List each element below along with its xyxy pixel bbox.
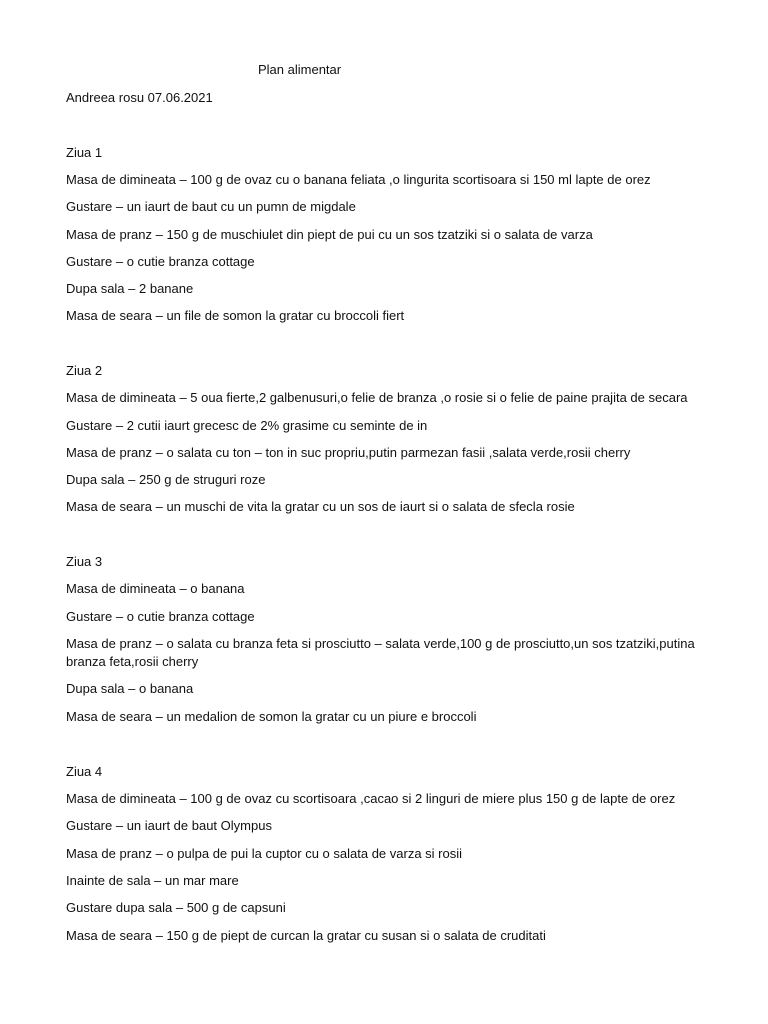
day-2-item: Masa de dimineata – 5 oua fierte,2 galbenusuri,o felie de branza ,o rosie si o felie de paine prajita de secara — [66, 390, 688, 405]
day-1-item: Dupa sala – 2 banane — [66, 281, 194, 296]
day-4-item: Masa de dimineata – 100 g de ovaz cu scortisoara ,cacao si 2 linguri de miere plus 150 g de lapte de orez — [66, 791, 676, 806]
day-4-item: Gustare – un iaurt de baut Olympus — [66, 818, 272, 833]
day-3-heading: Ziua 3 — [66, 554, 103, 569]
day-1-item: Masa de pranz – 150 g de muschiulet din piept de pui cu un sos tzatziki si o salata de varza — [66, 227, 593, 242]
day-3-item: Dupa sala – o banana — [66, 681, 194, 696]
day-2-item: Dupa sala – 250 g de struguri roze — [66, 472, 266, 487]
day-4-heading: Ziua 4 — [66, 764, 103, 779]
day-4-item: Masa de pranz – o pulpa de pui la cuptor cu o salata de varza si rosii — [66, 846, 463, 861]
day-4-item: Masa de seara – 150 g de piept de curcan la gratar cu susan si o salata de cruditati — [66, 928, 546, 943]
document-title: Plan alimentar — [258, 62, 342, 77]
day-2-item: Masa de seara – un muschi de vita la gratar cu un sos de iaurt si o salata de sfecla rosie — [66, 499, 575, 514]
day-3-item: Masa de seara – un medalion de somon la gratar cu un piure e broccoli — [66, 709, 477, 724]
day-2-item: Gustare – 2 cutii iaurt grecesc de 2% grasime cu seminte de in — [66, 418, 428, 433]
author-date-line: Andreea rosu 07.06.2021 — [66, 90, 213, 105]
day-2-heading: Ziua 2 — [66, 363, 103, 378]
day-1-heading: Ziua 1 — [66, 145, 103, 160]
day-1-item: Masa de dimineata – 100 g de ovaz cu o banana feliata ,o lingurita scortisoara si 150 ml lapte de orez — [66, 172, 651, 187]
day-3-item: Gustare – o cutie branza cottage — [66, 609, 255, 624]
day-1-item: Masa de seara – un file de somon la gratar cu broccoli fiert — [66, 308, 405, 323]
day-3-item: Masa de pranz – o salata cu branza feta si prosciutto – salata verde,100 g de prosciutto,un sos tzatziki,putina branza feta,rosii cherry — [66, 636, 695, 669]
day-1-item: Gustare – o cutie branza cottage — [66, 254, 255, 269]
day-4-item: Gustare dupa sala – 500 g de capsuni — [66, 900, 286, 915]
day-4-item: Inainte de sala – un mar mare — [66, 873, 239, 888]
day-3-item: Masa de dimineata – o banana — [66, 581, 245, 596]
day-2-item: Masa de pranz – o salata cu ton – ton in suc propriu,putin parmezan fasii ,salata verde,rosii cherry — [66, 445, 631, 460]
day-1-item: Gustare – un iaurt de baut cu un pumn de migdale — [66, 199, 356, 214]
